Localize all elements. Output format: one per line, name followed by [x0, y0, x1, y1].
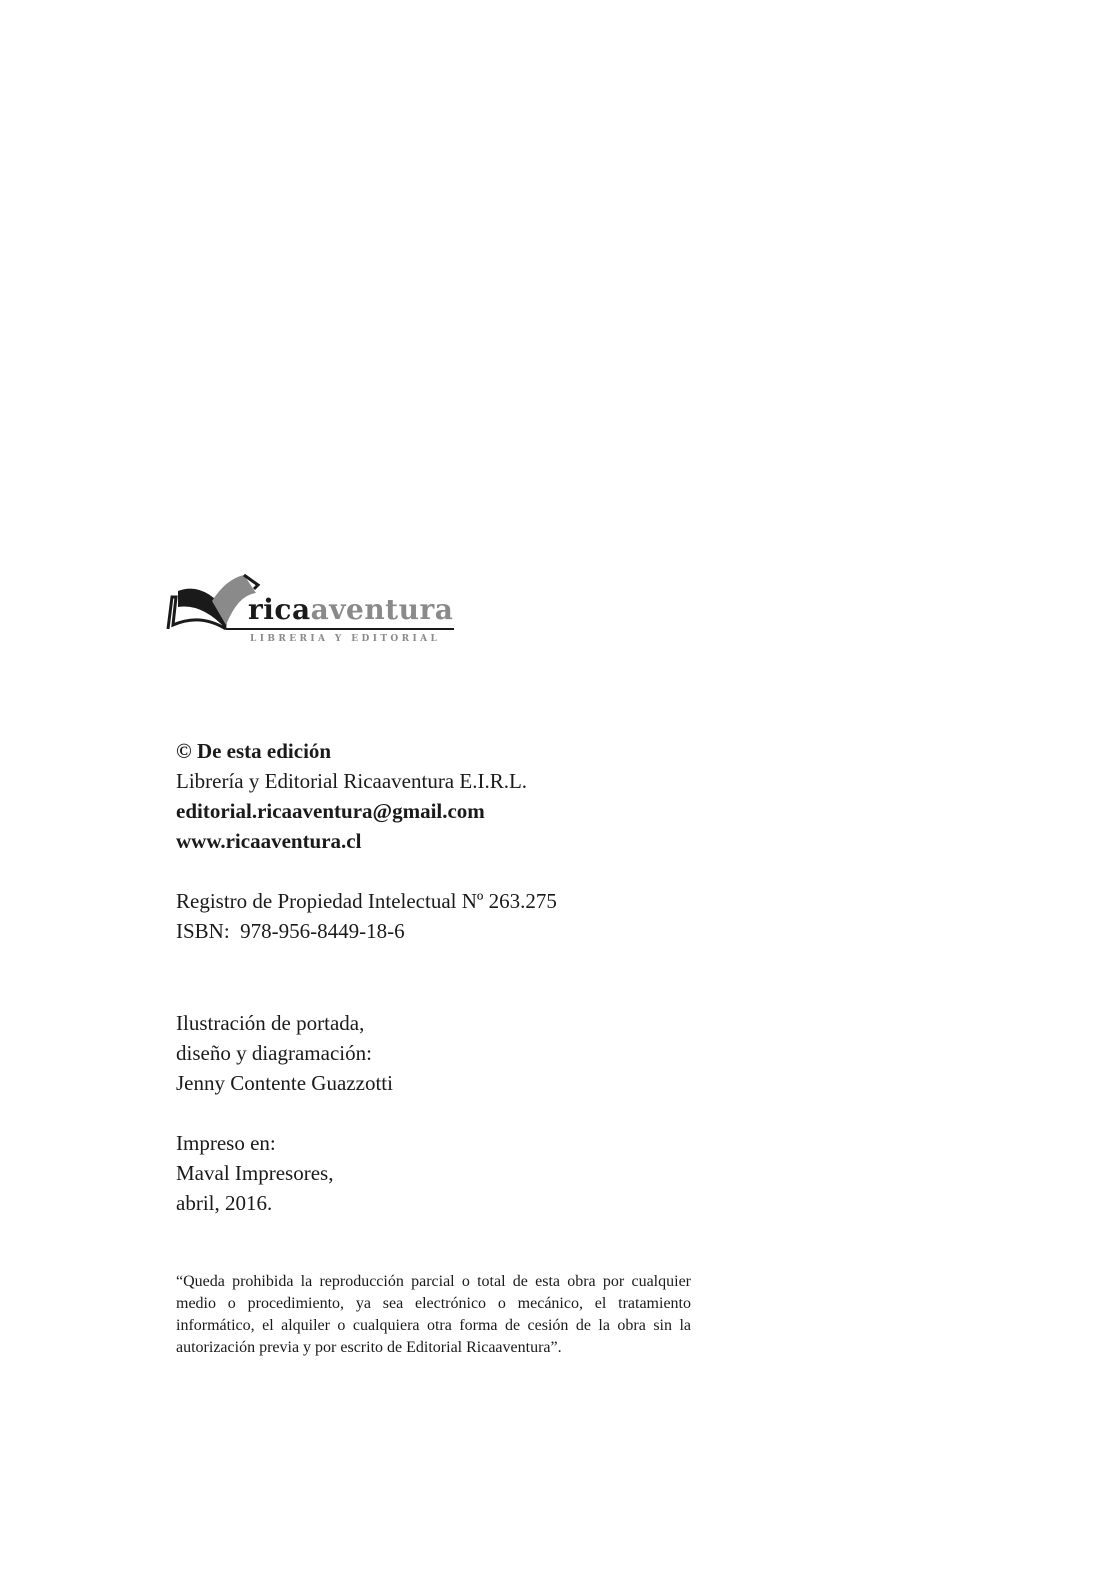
printing-line-2: Maval Impresores, — [176, 1161, 334, 1185]
printing-block — [176, 1128, 333, 1218]
edition-block — [176, 736, 527, 856]
legal-notice: “Queda prohibida la reproducción parcial o total de esta obra por cualquier medio o procedimiento, ya sea electrónico o mecánico, el tratamiento informático, el alquiler o cualquiera otra forma de cesión de la obra sin la autorización previa y por escrito de Editorial Ricaaventura”. — [176, 1273, 691, 1356]
publisher-logo — [166, 573, 466, 651]
printing-line-1: Impreso en: — [176, 1131, 276, 1155]
publisher-website: www.ricaaventura.cl — [176, 829, 362, 853]
registry-block — [176, 886, 557, 946]
isbn: ISBN: 978-956-8449-18-6 — [176, 919, 405, 943]
publisher-email: editorial.ricaaventura@gmail.com — [176, 799, 485, 823]
credits-line-3: Jenny Contente Guazzotti — [176, 1071, 393, 1095]
publisher-name: Librería y Editorial Ricaaventura E.I.R.L. — [176, 769, 528, 793]
logo-wordmark-part2: aventura — [310, 593, 454, 626]
edition-heading: © De esta edición — [176, 739, 332, 763]
logo-wordmark — [248, 593, 454, 626]
intellectual-property-registry: Registro de Propiedad Intelectual Nº 263.275 — [176, 889, 557, 913]
logo-wordmark-part1: rica — [248, 593, 311, 626]
credits-line-1: Ilustración de portada, — [176, 1011, 365, 1035]
credits-block — [176, 1008, 393, 1098]
printing-line-3: abril, 2016. — [176, 1191, 273, 1215]
logo-subtitle: LIBRERIA Y EDITORIAL — [250, 634, 441, 644]
credits-line-2: diseño y diagramación: — [176, 1041, 372, 1065]
